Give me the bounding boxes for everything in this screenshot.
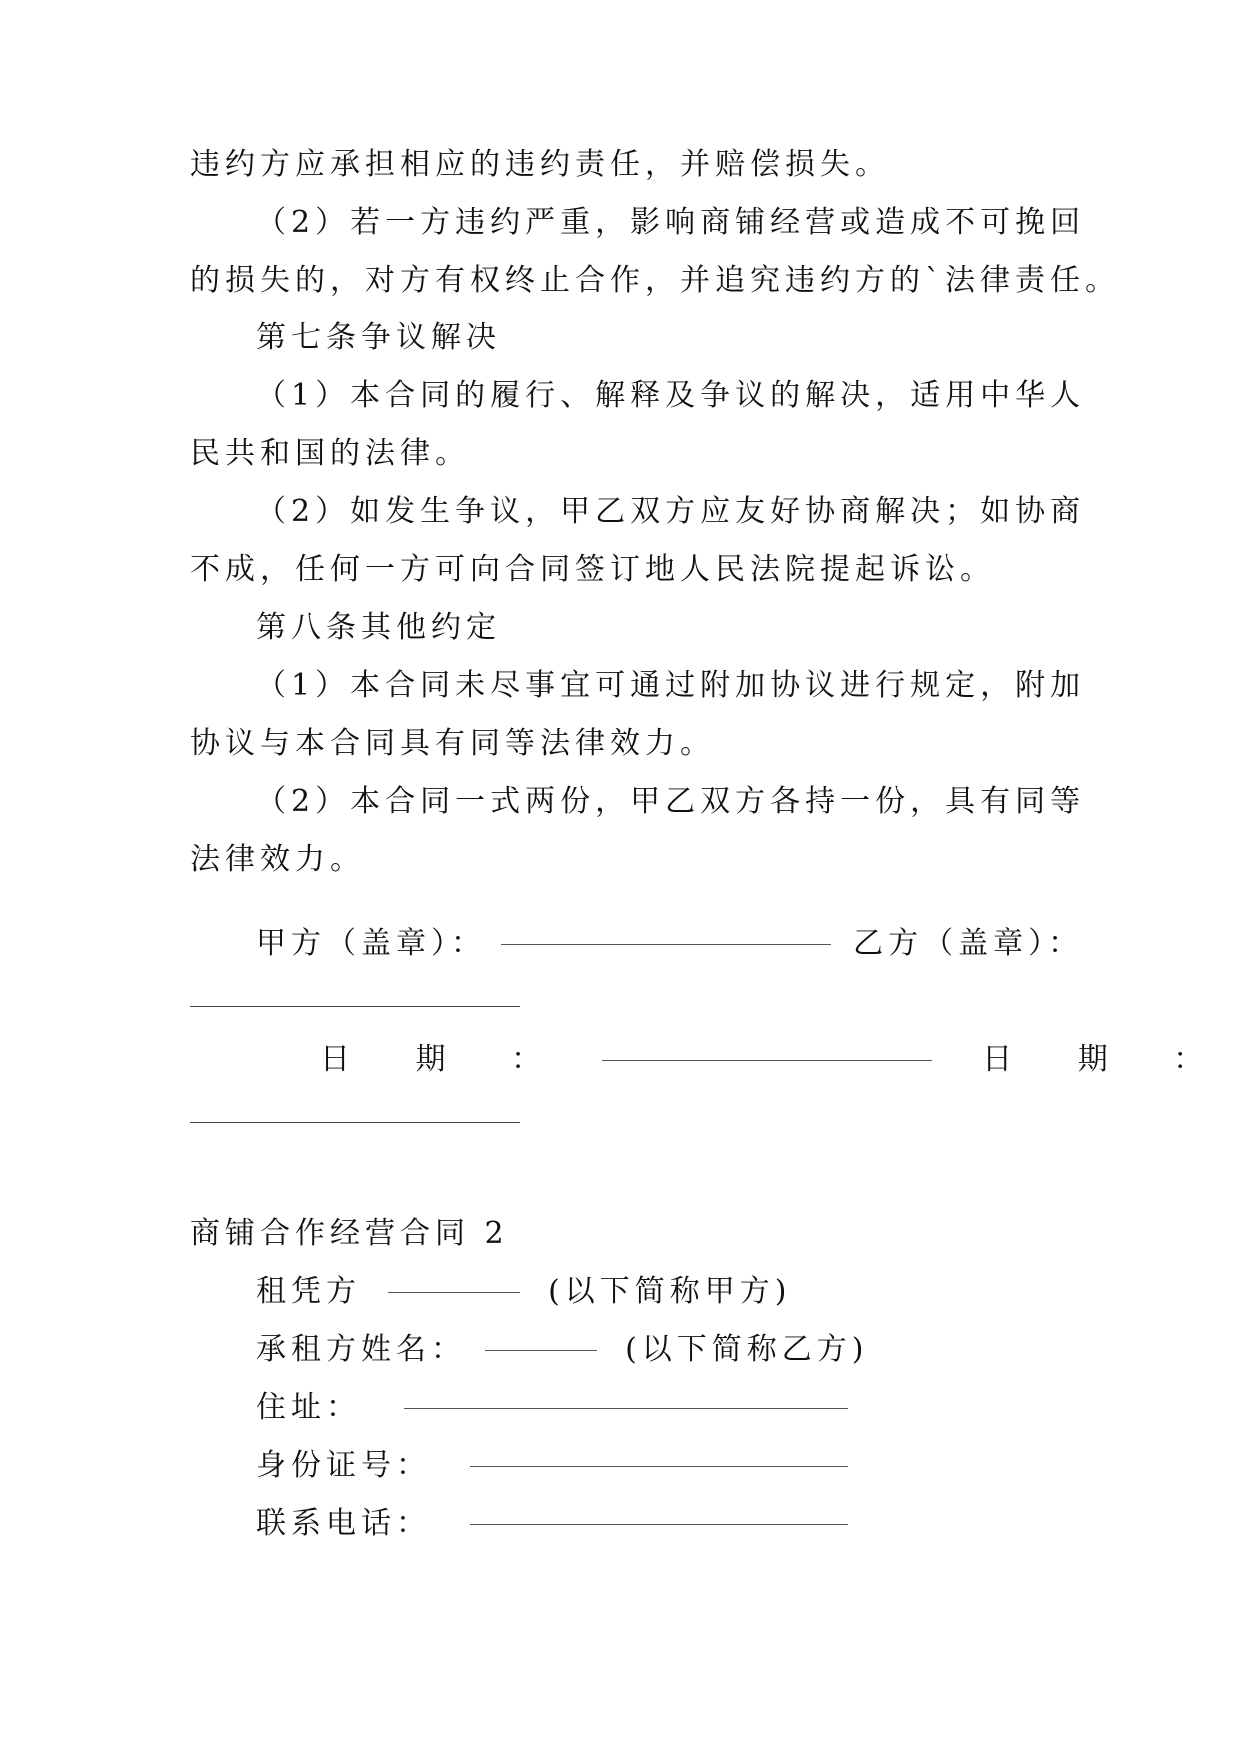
date-row: [320, 1040, 1232, 1080]
party-b-signature-blank[interactable]: [190, 1006, 520, 1007]
lessee-row: [256, 1330, 869, 1370]
paragraph-line: 违约方应承担相应的违约责任，并赔偿损失。: [190, 147, 890, 182]
phone-row: [256, 1504, 848, 1544]
section-heading: 第七条争议解决: [256, 320, 501, 355]
date-b-label: 日 期 ：: [982, 1042, 1232, 1077]
paragraph-line: （1）本合同未尽事宜可通过附加协议进行规定，附加: [256, 668, 1086, 703]
paragraph-line: 不成，任何一方可向合同签订地人民法院提起诉讼。: [190, 552, 995, 587]
address-label: 住址：: [256, 1390, 361, 1425]
lessor-blank[interactable]: [388, 1292, 520, 1293]
party-a-label: 甲方（盖章）：: [256, 926, 486, 961]
lessee-note: (以下简称乙方): [625, 1332, 869, 1367]
lessor-row: [256, 1272, 792, 1312]
paragraph-line: （2）若一方违约严重，影响商铺经营或造成不可挽回: [256, 205, 1086, 240]
section-heading: 第八条其他约定: [256, 610, 501, 645]
paragraph-line: 的损失的，对方有权终止合作，并追究违约方的`法律责任。: [190, 263, 1120, 298]
phone-label: 联系电话：: [256, 1506, 431, 1541]
address-blank[interactable]: [404, 1408, 848, 1409]
address-row: [256, 1388, 848, 1428]
second-contract-title: 商铺合作经营合同 2: [190, 1216, 509, 1251]
date-a-blank[interactable]: [602, 1060, 932, 1061]
lessee-label: 承租方姓名：: [256, 1332, 466, 1367]
phone-blank[interactable]: [470, 1524, 848, 1525]
party-a-signature-blank[interactable]: [501, 944, 831, 945]
paragraph-line: （2）如发生争议，甲乙双方应友好协商解决；如协商: [256, 494, 1086, 529]
party-b-label: 乙方（盖章）：: [853, 926, 1084, 961]
lessee-blank[interactable]: [485, 1350, 597, 1351]
date-a-label: 日 期 ：: [320, 1042, 570, 1077]
paragraph-line: （2）本合同一式两份，甲乙双方各持一份，具有同等: [256, 784, 1086, 819]
paragraph-line: 法律效力。: [190, 842, 365, 877]
signature-row: [256, 924, 1084, 964]
id-row: [256, 1446, 848, 1486]
id-label: 身份证号：: [256, 1448, 431, 1483]
paragraph-line: 民共和国的法律。: [190, 436, 470, 471]
paragraph-line: 协议与本合同具有同等法律效力。: [190, 726, 715, 761]
paragraph-line: （1）本合同的履行、解释及争议的解决，适用中华人: [256, 378, 1086, 413]
id-blank[interactable]: [470, 1466, 848, 1467]
lessor-label: 租凭方: [256, 1274, 361, 1309]
lessor-note: (以下简称甲方): [548, 1274, 792, 1309]
date-b-blank[interactable]: [190, 1122, 520, 1123]
